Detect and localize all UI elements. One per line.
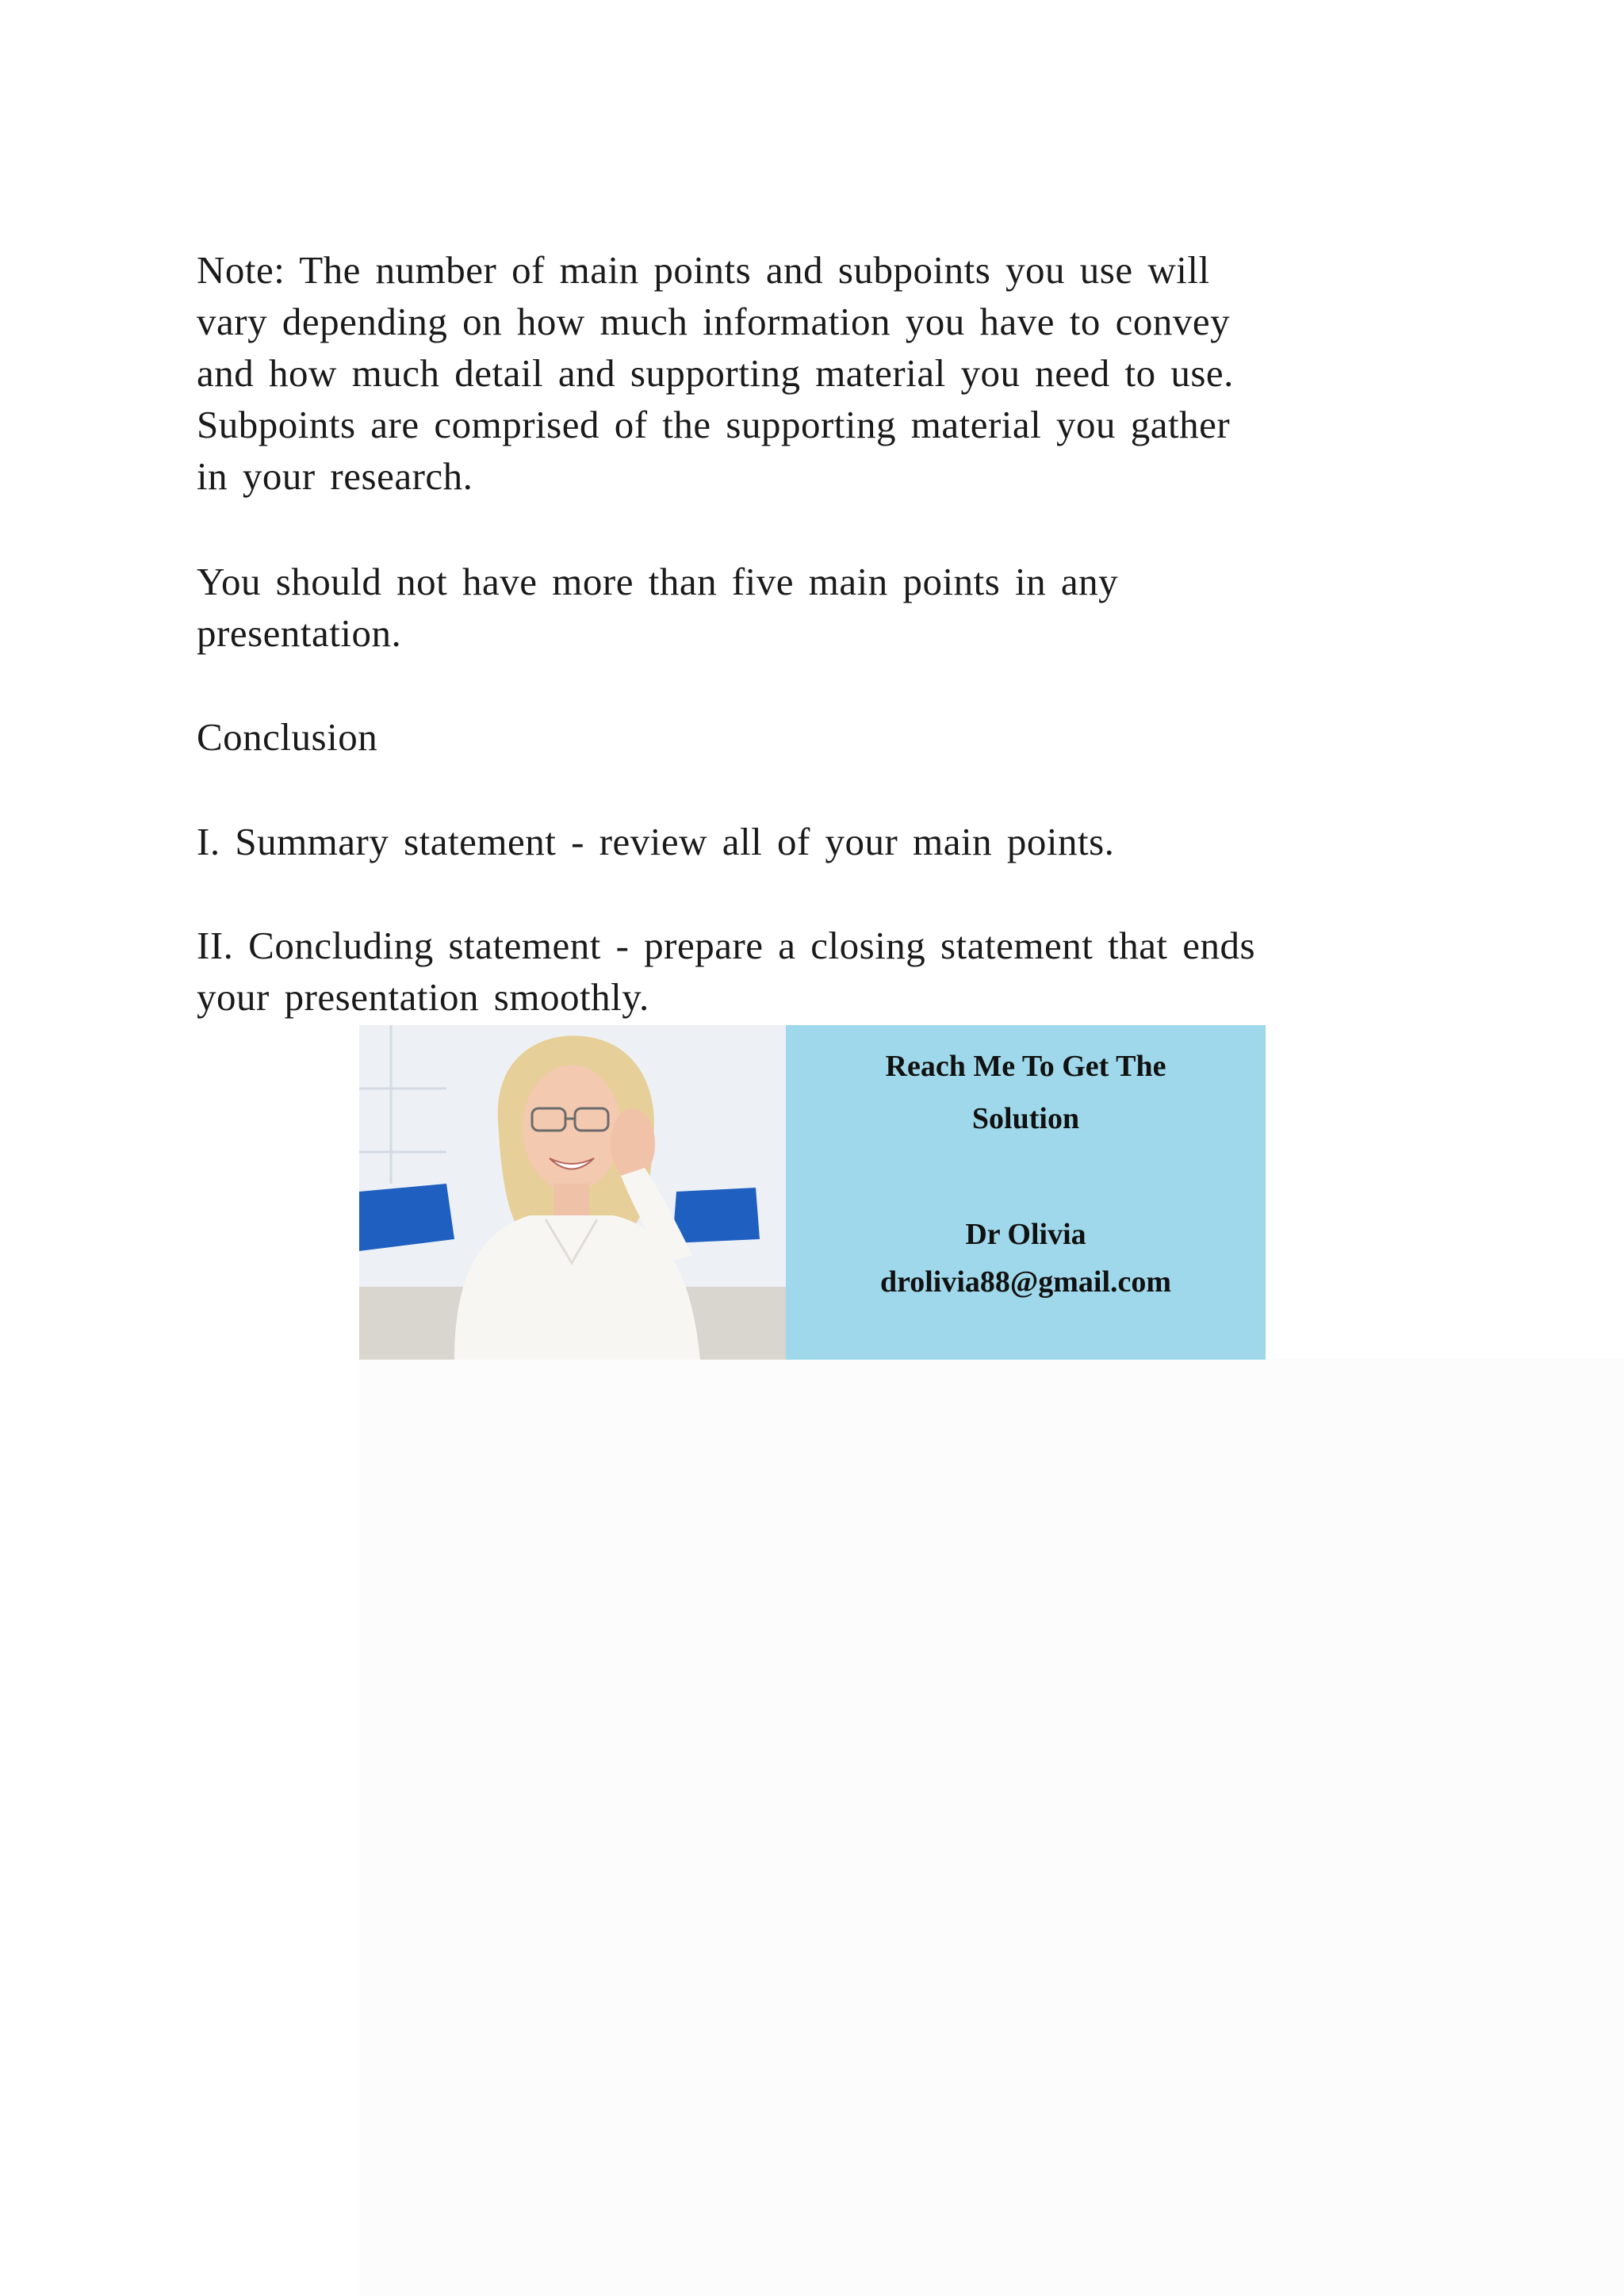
limit-line: You should not have more than five main points in any: [197, 560, 1119, 603]
note-line: and how much detail and supporting material you need to use.: [197, 351, 1234, 395]
woman-portrait-illustration: [359, 1025, 786, 1360]
note-paragraph: [197, 244, 1234, 502]
card-email: drolivia88@gmail.com: [879, 1265, 1172, 1299]
contact-banner: [359, 1025, 1266, 1360]
limit-line: presentation.: [197, 611, 402, 655]
concluding-statement: [197, 920, 1255, 1023]
card-headline-line1: Reach Me To Get The: [885, 1050, 1166, 1083]
note-line: Subpoints are comprised of the supporting material you gather: [197, 403, 1231, 446]
card-headline-line2: Solution: [971, 1102, 1080, 1135]
contact-card: [786, 1025, 1266, 1360]
main-points-limit-paragraph: [197, 556, 1118, 659]
note-line: in your research.: [197, 454, 473, 498]
concluding-line: your presentation smoothly.: [197, 975, 649, 1019]
note-line: vary depending on how much information you have to convey: [197, 300, 1231, 343]
conclusion-heading: Conclusion: [197, 715, 378, 759]
card-name: Dr Olivia: [965, 1218, 1086, 1251]
summary-statement: I. Summary statement - review all of your main points.: [197, 820, 1115, 863]
note-line: Note: The number of main points and subpoints you use will: [197, 248, 1210, 292]
woman-photo: [359, 1025, 786, 1360]
blank-page-area: [359, 1359, 1624, 2296]
concluding-line: II. Concluding statement - prepare a closing statement that ends: [197, 924, 1256, 967]
